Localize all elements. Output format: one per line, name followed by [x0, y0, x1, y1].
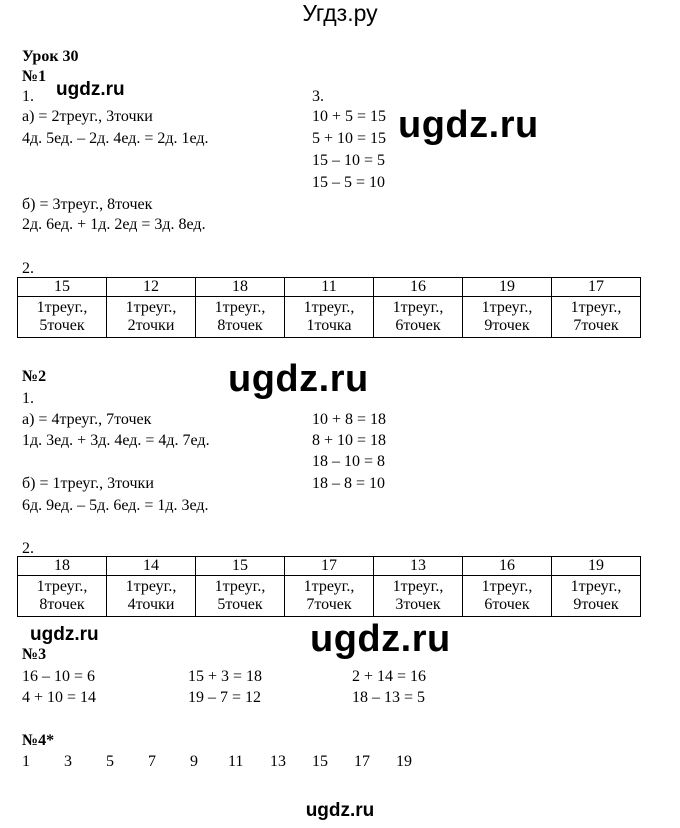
task2-a-expr: 1д. 3ед. + 3д. 4ед. = 4д. 7ед. [22, 432, 210, 449]
cell-line-1: 1треуг., [392, 578, 444, 595]
cell-line-2: 9точек [573, 596, 619, 613]
task4-number: 9 [190, 753, 198, 770]
task1-part3-eq-3: 15 – 10 = 5 [312, 152, 386, 169]
task1-table-cell [552, 297, 641, 338]
task4-header: №4* [22, 732, 55, 749]
task1-table-cell [18, 297, 107, 338]
cell-line-2: 8точек [39, 596, 85, 613]
site-title: Угдз.ру [302, 0, 378, 26]
task2-a-line: а) = 4треуг., 7точек [22, 411, 152, 428]
task1-table-header-cell: 15 [18, 278, 107, 297]
task4-number: 11 [228, 753, 244, 770]
task2-table-cell [18, 576, 107, 617]
task1-table-cell [285, 297, 374, 338]
cell-line-1: 1треуг., [125, 299, 177, 316]
task2-eq-3: 18 – 10 = 8 [312, 453, 386, 470]
cell-line-1: 1треуг., [570, 578, 622, 595]
cell-line-1: 1треуг., [36, 578, 88, 595]
task4-number: 15 [312, 753, 328, 770]
task1-table-header-cell: 19 [463, 278, 552, 297]
cell-line-1: 1треуг., [214, 578, 266, 595]
task2-eq-4: 18 – 8 = 10 [312, 475, 386, 492]
cell-line-1: 1треуг., [303, 578, 355, 595]
task3-col3-eq-2: 18 – 13 = 5 [352, 689, 426, 706]
task1-a-line: а) = 2треуг., 3точки [22, 108, 153, 125]
cell-line-2: 4точки [127, 596, 175, 613]
cell-line-1: 1треуг., [214, 299, 266, 316]
task2-b-line: б) = 1треуг., 3точки [22, 475, 154, 492]
task2-part1-label: 1. [22, 390, 34, 407]
task1-table-body-row [18, 297, 641, 338]
watermark-small-left: ugdz.ru [30, 624, 99, 645]
task2-table-body-row [18, 576, 641, 617]
task2-header: №2 [22, 368, 47, 385]
task2-table-header-cell: 13 [374, 557, 463, 576]
cell-line-2: 2точки [127, 317, 175, 334]
task1-part3-eq-1: 10 + 5 = 15 [312, 108, 387, 125]
task1-table-header-row [18, 278, 641, 297]
task3-col2-eq-1: 15 + 3 = 18 [188, 668, 263, 685]
task1-table-cell [107, 297, 196, 338]
task2-b-expr: 6д. 9ед. – 5д. 6ед. = 1д. 3ед. [22, 497, 209, 514]
task2-table-cell [107, 576, 196, 617]
cell-line-2: 7точек [306, 596, 352, 613]
task4-number: 1 [22, 753, 30, 770]
task2-table-cell [463, 576, 552, 617]
cell-line-2: 9точек [484, 317, 530, 334]
task4-number: 13 [270, 753, 286, 770]
cell-line-2: 5точек [39, 317, 85, 334]
cell-line-2: 3точек [395, 596, 441, 613]
task4-number: 3 [64, 753, 72, 770]
task3-col2-eq-2: 19 – 7 = 12 [188, 689, 262, 706]
task1-table-cell [374, 297, 463, 338]
task4-number: 19 [396, 753, 412, 770]
task1-part3-eq-4: 15 – 5 = 10 [312, 174, 386, 191]
watermark-big-3: ugdz.ru [310, 618, 451, 660]
task2-part2-label: 2. [22, 540, 34, 557]
task2-table-cell [196, 576, 285, 617]
task1-table-cell [463, 297, 552, 338]
cell-line-2: 6точек [395, 317, 441, 334]
task1-b-expr: 2д. 6ед. + 1д. 2ед = 3д. 8ед. [22, 216, 206, 233]
task1-part1-label: 1. [22, 88, 34, 105]
task1-part3-label: 3. [312, 88, 324, 105]
task2-table-cell [374, 576, 463, 617]
cell-line-2: 6точек [484, 596, 530, 613]
task3-col3-eq-1: 2 + 14 = 16 [352, 668, 427, 685]
task4-number: 17 [354, 753, 370, 770]
task1-a-expr: 4д. 5ед. – 2д. 4ед. = 2д. 1ед. [22, 130, 209, 147]
task2-table-cell [552, 576, 641, 617]
task1-table-header-cell: 18 [196, 278, 285, 297]
cell-line-2: 5точек [217, 596, 263, 613]
task3-col1-eq-1: 16 – 10 = 6 [22, 668, 96, 685]
cell-line-1: 1треуг., [481, 299, 533, 316]
task2-table-header-row [18, 557, 641, 576]
cell-line-2: 7точек [573, 317, 619, 334]
task2-table-header-cell: 18 [18, 557, 107, 576]
watermark-big-2: ugdz.ru [228, 358, 369, 400]
cell-line-1: 1треуг., [125, 578, 177, 595]
watermark-big-1: ugdz.ru [398, 104, 539, 146]
cell-line-1: 1треуг., [303, 299, 355, 316]
task3-col1-eq-2: 4 + 10 = 14 [22, 689, 97, 706]
cell-line-1: 1треуг., [36, 299, 88, 316]
task2-table-header-cell: 14 [107, 557, 196, 576]
task2-table-header-cell: 17 [285, 557, 374, 576]
task2-eq-2: 8 + 10 = 18 [312, 432, 387, 449]
task1-table-header-cell: 16 [374, 278, 463, 297]
task2-table-cell [285, 576, 374, 617]
task1-table-header-cell: 12 [107, 278, 196, 297]
task1-b-line: б) = 3треуг., 8точек [22, 196, 153, 213]
task1-part3-eq-2: 5 + 10 = 15 [312, 130, 387, 147]
task2-table [17, 556, 641, 617]
lesson-title: Урок 30 [22, 48, 79, 65]
task3-header: №3 [22, 646, 47, 663]
cell-line-1: 1треуг., [570, 299, 622, 316]
cell-line-2: 8точек [217, 317, 263, 334]
task2-eq-1: 10 + 8 = 18 [312, 411, 387, 428]
watermark-small-top: ugdz.ru [56, 79, 125, 100]
task1-header: №1 [22, 68, 47, 85]
task1-table-header-cell: 17 [552, 278, 641, 297]
watermark-footer: ugdz.ru [305, 800, 375, 821]
task2-table-header-cell: 16 [463, 557, 552, 576]
task2-table-header-cell: 15 [196, 557, 285, 576]
cell-line-1: 1треуг., [481, 578, 533, 595]
cell-line-1: 1треуг., [392, 299, 444, 316]
task1-table-header-cell: 11 [285, 278, 374, 297]
task4-number: 5 [106, 753, 114, 770]
task4-number: 7 [148, 753, 156, 770]
task1-table-cell [196, 297, 285, 338]
task2-table-header-cell: 19 [552, 557, 641, 576]
cell-line-2: 1точка [306, 317, 352, 334]
task1-part2-label: 2. [22, 260, 34, 277]
task1-table [17, 277, 641, 338]
